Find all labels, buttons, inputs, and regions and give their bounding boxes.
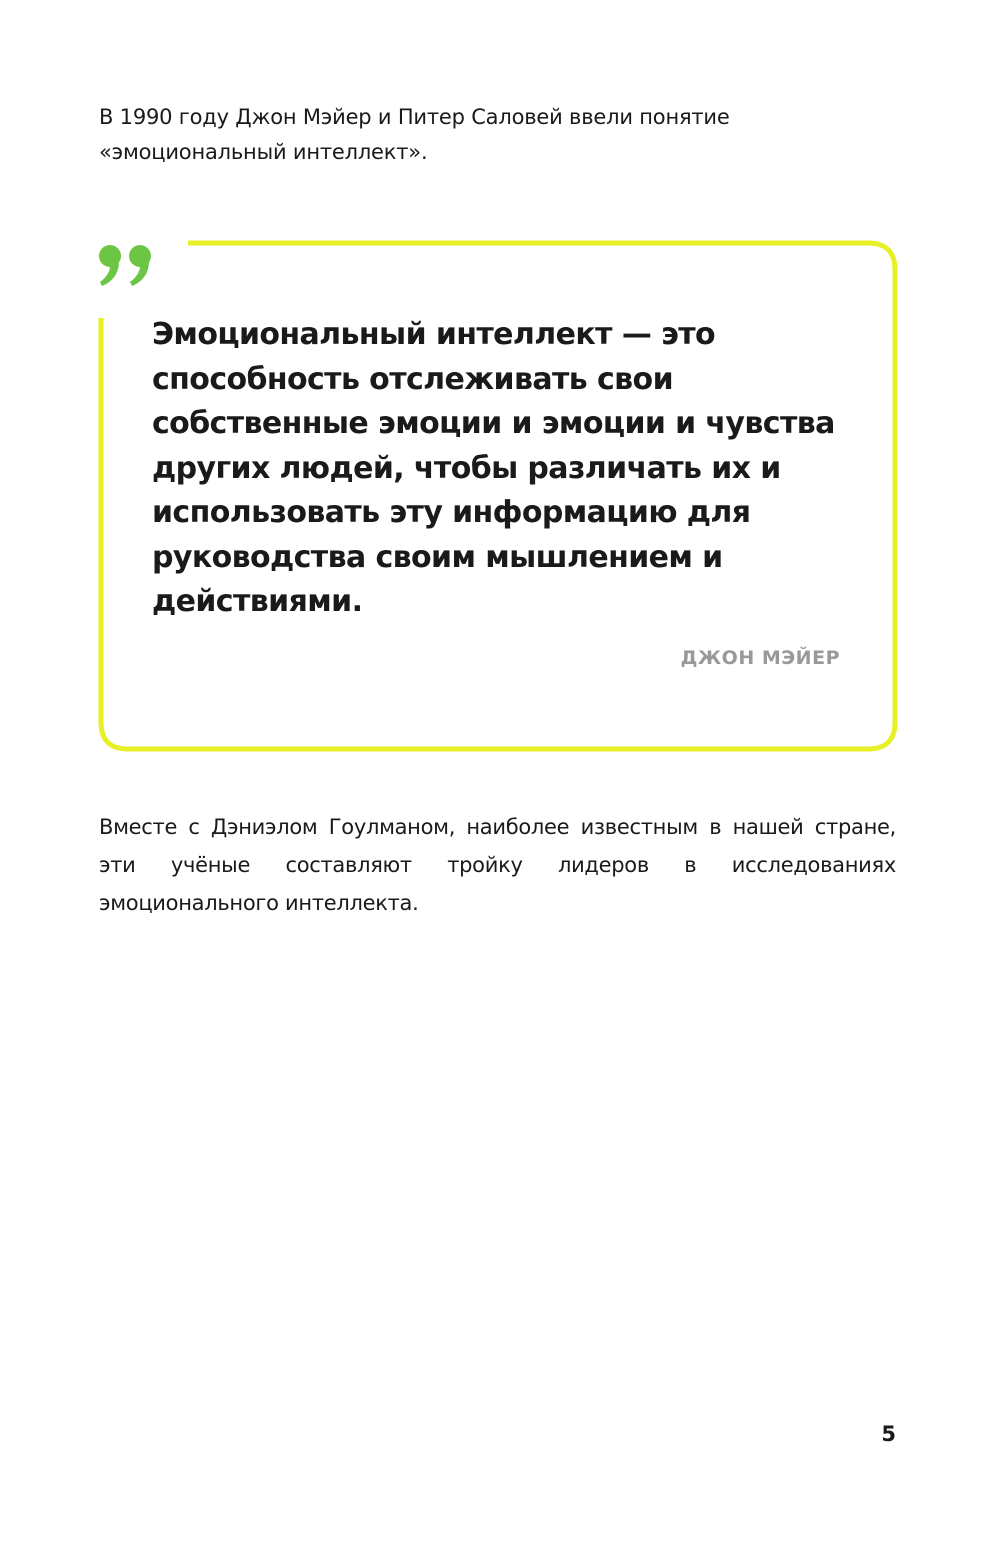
body-paragraph: Вместе с Дэниэлом Гоулманом, наиболее известным в нашей стране, эти учёные составляют тройку лидеров в исследованиях эмоционального интеллекта. xyxy=(99,815,896,915)
intro-paragraph: В 1990 году Джон Мэйер и Питер Саловей ввели понятие «эмоциональный интеллект». xyxy=(99,105,730,164)
quote-mark-icon xyxy=(98,242,158,290)
page-number: 5 xyxy=(881,1422,896,1446)
quote-author: ДЖОН МЭЙЕР xyxy=(680,647,840,669)
quote-text: Эмоциональный интеллект — это способность отслеживать свои собственные эмоции и эмоции и чувства других людей, чтобы различать их и использовать эту информацию для руководства своим мышлением и действиями. xyxy=(152,317,835,619)
